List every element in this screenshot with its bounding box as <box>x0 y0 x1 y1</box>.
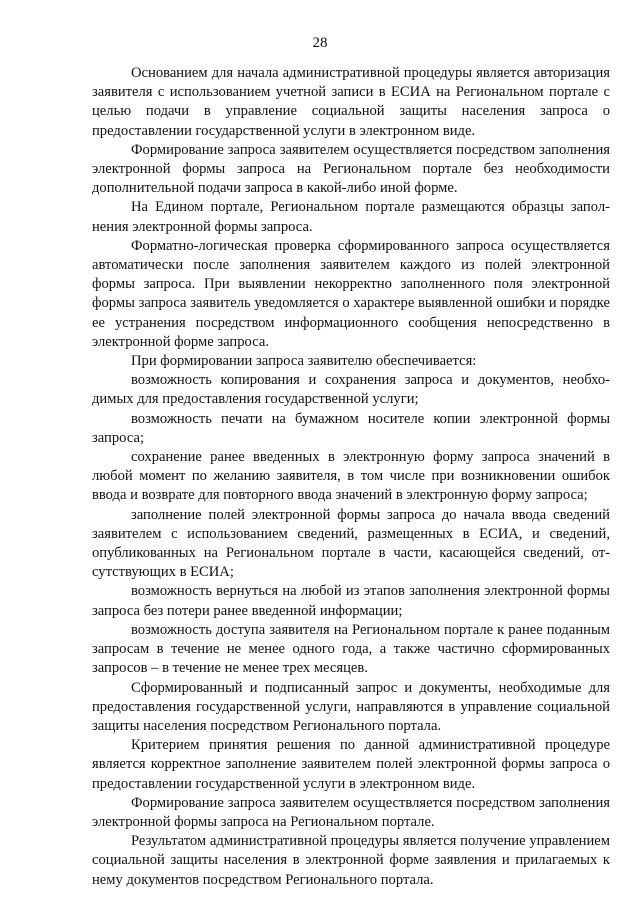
list-item-save-values: сохранение ранее введенных в электронную форму запроса значений в любой момент по желанию заявителя, в том числе при возникновении ошибок ввода и возврате для повторного ввода значений в электронную форму запроса; <box>92 449 610 504</box>
list-item-copy-save: возможность копирования и сохранения запроса и документов, необходимых для предоставления государственной услуги; <box>92 372 610 408</box>
paragraph-request-formation: Формирование запроса заявителем осуществляется посредством заполнения электронной формы запроса на Региональном портале без необходимости дополнительной подачи запроса в какой-либо иной форме. <box>92 141 610 197</box>
paragraph-decision-criterion: Критерием принятия решения по данной административной процедуре является корректное заполнение заявителем полей электронной формы запроса о предоставлении государственной услуги в электронном виде. <box>92 737 610 792</box>
document-body <box>92 64 610 890</box>
paragraph-authorization-basis: Основанием для начала административной процедуры является авторизация заявителя с использованием учетной записи в ЕСИА на Региональном портале с целью подачи в управление социальной защиты населения запроса о предоставлении государственной услуги в электронном виде. <box>92 65 610 139</box>
paragraph-format-check: Форматно-логическая проверка сформированного запроса осуществляется автоматически после заполнения заявителем каждого из полей электронной формы запроса. При выявлении некорректно заполненного поля электронной формы запроса заявитель уведомляется о характере выявленной ошибки и порядке ее устранения посредством информационного сообщения непосредственно в электронной форме запроса. <box>92 237 610 350</box>
paragraph-signed-request: Сформированный и подписанный запрос и документы, необходимые для предоставления государственной услуги, направляются в управление социальной защиты населения посредством Регионального портала. <box>92 679 610 734</box>
paragraph-procedure-result: Результатом административной процедуры является получение управлением социальной защиты населения в электронной форме заявления и прилагаемых к нему документов посредством Регионального портала. <box>92 833 610 888</box>
list-item-access-requests: возможность доступа заявителя на Региональном портале к ранее поданным запросам в течение не менее одного года, а также частично сформированных запросов – в течение не менее трех месяцев. <box>92 621 610 677</box>
list-item-return-to-step: возможность вернуться на любой из этапов заполнения электронной формы запроса без потери ранее введенной информации; <box>92 583 610 619</box>
paragraph-applicant-provisions: При формировании запроса заявителю обеспечивается: <box>131 353 477 370</box>
page-number: 28 <box>312 35 328 51</box>
paragraph-sample-forms: На Едином портале, Региональном портале размещаются образцы заполнения электронной формы запроса. <box>92 199 610 235</box>
paragraph-form-filling: Формирование запроса заявителем осуществляется посредством заполнения электронной формы запроса на Региональном портале. <box>92 794 610 830</box>
list-item-prefill-fields: заполнение полей электронной формы запроса до начала ввода сведений заявителем с использованием сведений, размещенных в ЕСИА, и сведений, опубликованных на Региональном портале в части, касающейся сведений, отсутствующих в ЕСИА; <box>92 506 610 581</box>
list-item-print-copy: возможность печати на бумажном носителе копии электронной формы запроса; <box>92 410 610 446</box>
